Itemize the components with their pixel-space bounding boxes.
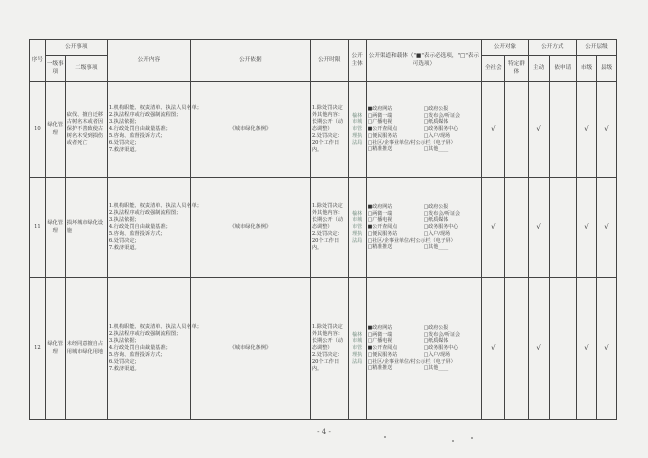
check-method-apply (549, 178, 576, 278)
row-channels: ■政府网站 □政府公报 □两微一端 □发布会/听证会 □广播电视 □纸质媒体 ■公开查阅点 □政务服务中心 □便民服务站 □入户/现场 □社区/企事业单位/村公示栏（电子屏） □精准推送 □其他____ (366, 178, 482, 278)
header-level-county: 县级 (596, 56, 616, 82)
check-level-county: √ (596, 178, 616, 278)
scan-speck (384, 436, 386, 438)
check-level-city: √ (576, 178, 596, 278)
row-seq: 10 (30, 82, 46, 178)
table-row (30, 82, 617, 178)
header-seq: 序号 (30, 40, 46, 82)
header-basis: 公开依据 (190, 40, 310, 82)
header-method-apply: 依申请 (549, 56, 576, 82)
row-subject: 榆林市城市管理执法局 (348, 178, 366, 278)
check-target-all: √ (482, 278, 505, 420)
row-time: 1.除处罚决定外其他内容：长期公开（动态调整） 2.处罚决定：20个工作日内。 (310, 82, 348, 178)
check-target-all: √ (482, 82, 505, 178)
row-seq: 12 (30, 278, 46, 420)
row-seq: 11 (30, 178, 46, 278)
header-target: 公开对象 (482, 40, 528, 56)
row-content: 1.机构职能、权责清单、执法人员名单； 2.执法程序或行政强制流程图； 3.执法依据； 4.行政处罚自由裁量基准； 5.咨询、监督投诉方式； 6.处罚决定； 7.救济渠道。 (107, 278, 190, 420)
table-row (30, 178, 617, 278)
row-level1: 绿化管理 (45, 278, 65, 420)
check-method-apply (549, 278, 576, 420)
row-content: 1.机构职能、权责清单、执法人员名单； 2.执法程序或行政强制流程图； 3.执法依据； 4.行政处罚自由裁量基准； 5.咨询、监督投诉方式； 6.处罚决定； 7.救济渠道。 (107, 82, 190, 178)
check-method-apply (549, 82, 576, 178)
disclosure-table (29, 39, 617, 420)
check-level-county: √ (596, 278, 616, 420)
header-level: 公开层级 (576, 40, 616, 56)
check-target-all: √ (482, 178, 505, 278)
check-target-specific (505, 82, 528, 178)
header-channel: 公开渠道和载体（"■"表示必选项，"□"表示可选项） (366, 40, 482, 82)
row-time: 1.除处罚决定外其他内容：长期公开（动态调整） 2.处罚决定：20个工作日内。 (310, 178, 348, 278)
page-number: - 4 - (317, 428, 331, 436)
check-level-county: √ (596, 82, 616, 178)
row-level1: 绿化管理 (45, 178, 65, 278)
header-target-all: 全社会 (482, 56, 505, 82)
check-method-active: √ (528, 178, 549, 278)
row-channels: ■政府网站 □政府公报 □两微一端 □发布会/听证会 □广播电视 □纸质媒体 ■公开查阅点 □政务服务中心 □便民服务站 □入户/现场 □社区/企事业单位/村公示栏（电子屏） □精准推送 □其他____ (366, 278, 482, 420)
check-level-city: √ (576, 278, 596, 420)
row-level2: 损坏城市绿化设施 (65, 178, 107, 278)
header-items: 公开事项 (45, 40, 107, 56)
table-row (30, 278, 617, 420)
header-level2: 二级事项 (65, 56, 107, 82)
header-target-specific: 特定群体 (505, 56, 528, 82)
header-level1: 一级事项 (45, 56, 65, 82)
check-level-city: √ (576, 82, 596, 178)
row-level2: 未经同意擅自占用城市绿化用地 (65, 278, 107, 420)
check-method-active: √ (528, 278, 549, 420)
row-basis: 《城市绿化条例》 (190, 278, 310, 420)
scan-speck (471, 437, 473, 439)
row-level2: 砍伐、擅自迁移古树名木或者因保护不善致使古树名木受到损伤或者死亡 (65, 82, 107, 178)
row-basis: 《城市绿化条例》 (190, 82, 310, 178)
header-subject: 公开主体 (348, 40, 366, 82)
row-subject: 榆林市城市管理执法局 (348, 82, 366, 178)
row-channels: ■政府网站 □政府公报 □两微一端 □发布会/听证会 □广播电视 □纸质媒体 ■公开查阅点 □政务服务中心 □便民服务站 □入户/现场 □社区/企事业单位/村公示栏（电子屏） □精准推送 □其他____ (366, 82, 482, 178)
row-subject: 榆林市城市管理执法局 (348, 278, 366, 420)
row-level1: 绿化管理 (45, 82, 65, 178)
check-target-specific (505, 278, 528, 420)
row-content: 1.机构职能、权责清单、执法人员名单； 2.执法程序或行政强制流程图； 3.执法依据； 4.行政处罚自由裁量基准； 5.咨询、监督投诉方式； 6.处罚决定； 7.救济渠道。 (107, 178, 190, 278)
check-target-specific (505, 178, 528, 278)
header-level-city: 市级 (576, 56, 596, 82)
row-basis: 《城市绿化条例》 (190, 178, 310, 278)
header-time: 公开时限 (310, 40, 348, 82)
scan-speck (452, 440, 454, 442)
header-method-active: 主动 (528, 56, 549, 82)
header-content: 公开内容 (107, 40, 190, 82)
header-method: 公开方式 (528, 40, 576, 56)
row-time: 1.除处罚决定外其他内容：长期公开（动态调整） 2.处罚决定：20个工作日内。 (310, 278, 348, 420)
check-method-active: √ (528, 82, 549, 178)
